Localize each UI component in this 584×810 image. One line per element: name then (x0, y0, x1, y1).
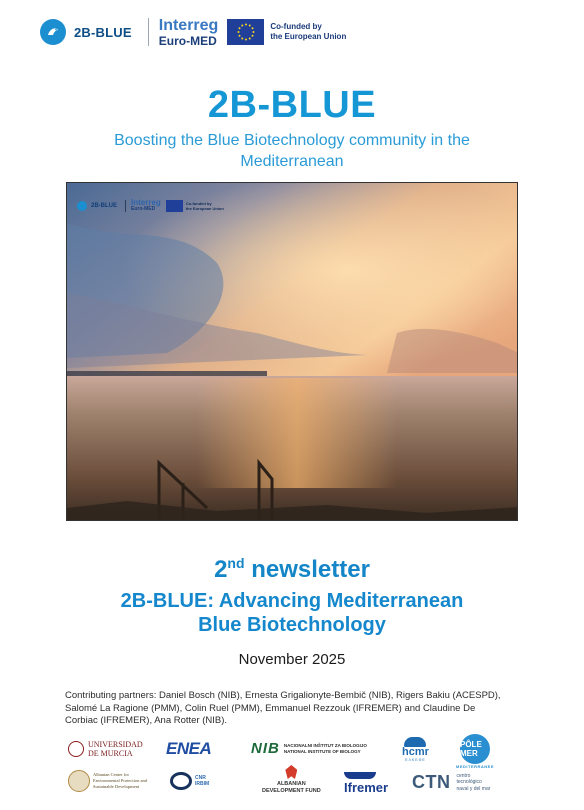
partner-enea (166, 739, 211, 759)
ctn-logo-text: CTN (412, 772, 451, 792)
photo-2b-blue-text: 2B-BLUE (91, 202, 118, 209)
nib-line2: NATIONAL INSTITUTE OF BIOLOGY (283, 748, 361, 754)
photo-logo-divider (125, 200, 126, 212)
eagle-icon (285, 765, 297, 779)
newsletter-title-line2: Blue Biotechnology (198, 614, 386, 636)
partner-ifremer (344, 772, 388, 795)
acespd-line3: Sustainable Development (93, 784, 140, 789)
partner-universidad-de-murcia (68, 740, 143, 758)
partner-cnr-irbim (170, 772, 209, 790)
interreg-logo-line2: Euro-MED (158, 33, 217, 48)
photo-eu-line2: the European Union (185, 205, 224, 211)
newsletter-heading-text: newsletter (244, 556, 370, 583)
murcia-crest-icon (68, 741, 84, 757)
cover-photo (66, 182, 518, 521)
nib-logo-text: NIB (251, 740, 280, 757)
hcmr-sub-text: ΕΛΚΕΘΕ (405, 758, 426, 762)
cnr-symbol-icon (170, 772, 192, 790)
photo-eu-line1: Co-funded by (185, 200, 212, 206)
newsletter-heading (0, 555, 584, 584)
acespd-globe-icon (68, 770, 90, 792)
cnr-line2: IRBIM (195, 781, 210, 787)
photo-interreg-line2: Euro-MED (131, 206, 156, 212)
partner-hcmr (402, 737, 429, 762)
cnr-line1: CNR (195, 775, 206, 781)
eu-cofunding-line2: the European Union (270, 32, 347, 41)
page-subtitle: Boosting the Blue Biotechnology community in the Mediterranean (114, 132, 470, 170)
nib-line1: NACIONALNI INŠTITUT ZA BIOLOGIJO (283, 742, 367, 748)
photo-interreg-line1: Interreg (131, 198, 161, 207)
acespd-line1: Albanian Center for (93, 772, 129, 777)
newsletter-number: 2 (214, 556, 228, 583)
header-divider (148, 18, 149, 46)
adf-line2: DEVELOPMENT FUND (262, 787, 321, 794)
photo-eu-text (186, 201, 224, 211)
murcia-line1: UNIVERSIDAD (88, 740, 143, 749)
enea-logo-text: ENEA (166, 739, 212, 758)
pole-mer-logo (460, 734, 490, 764)
newsletter-ordinal-suffix: nd (227, 555, 245, 571)
hcmr-logo-text: hcmr (402, 746, 429, 758)
ctn-line2: tecnológico (456, 779, 482, 786)
partner-pole-mer (456, 734, 494, 769)
header-logos (40, 16, 346, 48)
eu-cofunding-line1: Co-funded by (270, 21, 322, 31)
ctn-line1: centro (456, 772, 471, 779)
acespd-line2: Environmental Protection and (93, 778, 147, 783)
newsletter-title-line1: 2B-BLUE: Advancing Mediterranean (120, 590, 464, 612)
partner-albanian-development-fund (262, 765, 321, 794)
pole-mer-text: PÔLE MER (460, 740, 482, 758)
pole-mer-sub-text: MEDITERRANEE (456, 764, 495, 769)
partner-nib (251, 740, 367, 757)
murcia-line2: DE MURCIA (88, 749, 133, 758)
partner-ctn (412, 772, 490, 793)
contributing-partners: Contributing partners: Daniel Bosch (NIB), Ernesta Grigalionyte-Bembič (NIB), Rigers Bakiu (ACESPD), Salomé La Ragione (PMM), Colin Ruel (PMM), Emmanuel Rezzouk (IFREMER) and Claudine De Corbiac (IFREMER), Ana Rotter (NIB). (65, 690, 501, 726)
newsletter-date: November 2025 (238, 651, 346, 668)
eu-cofunding-text (270, 22, 346, 43)
photo-eu-flag-icon (166, 200, 183, 212)
sunset-sea-image (67, 183, 518, 521)
ifremer-logo-text: Ifremer (344, 780, 389, 795)
newsletter-title (60, 589, 524, 637)
adf-line1: ALBANIAN (276, 781, 306, 787)
photo-interreg-logo (131, 199, 161, 212)
interreg-logo-line1: Interreg (158, 16, 219, 34)
2b-blue-logo-text: 2B-BLUE (74, 24, 132, 40)
partner-acespd (68, 770, 147, 792)
2b-blue-logo-icon (40, 19, 66, 45)
interreg-logo (159, 18, 219, 47)
photo-logo-strip (77, 199, 224, 212)
page-title: 2B-BLUE (207, 84, 377, 126)
eu-flag-icon (227, 19, 264, 45)
ctn-line3: naval y del mar (456, 785, 491, 792)
ifremer-wave-icon (344, 772, 376, 779)
photo-2b-blue-icon (77, 201, 87, 211)
